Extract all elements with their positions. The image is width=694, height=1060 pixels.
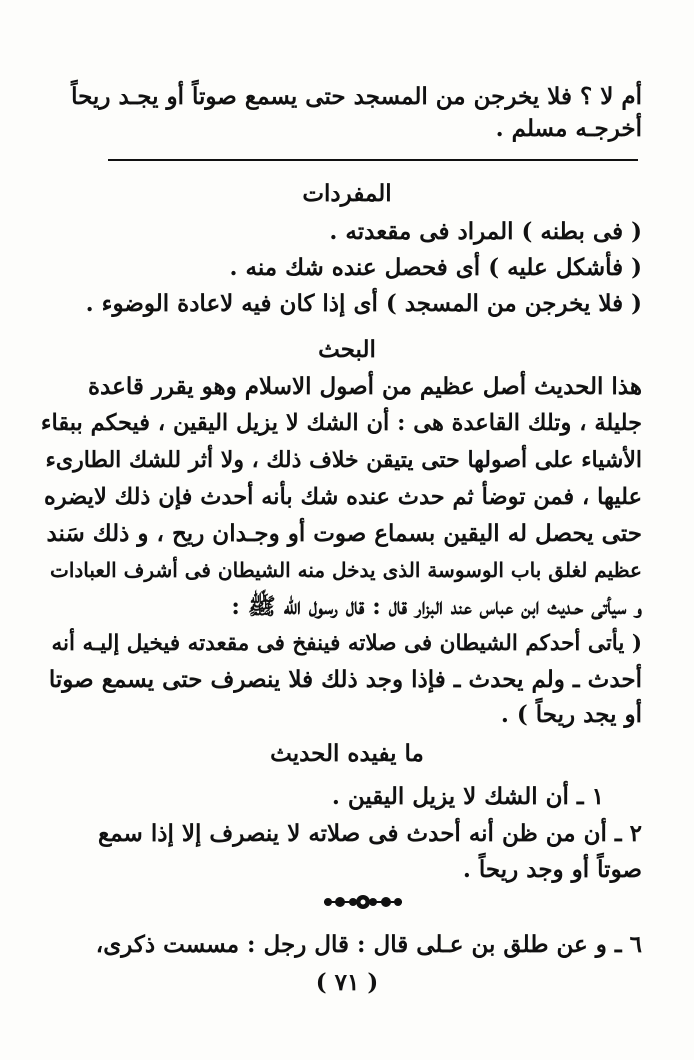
discussion-line: الأشياء على أصولها حتى يتيقن خلاف ذلك ، ولا أثر للشك الطارىء [45, 447, 642, 473]
discussion-line: عليها ، فمن توضأ ثم حدث عنده شك بأنه أحدث فإن ذلك لايضره [43, 484, 642, 510]
discussion-line: حتى يحصل له اليقين بسماع صوت أو وجـدان ريح ، و ذلك سَند [46, 520, 642, 547]
section-divider [108, 159, 638, 161]
discussion-line: جليلة ، وتلك القاعدة هى : أن الشك لا يزيل اليقين ، فيحكم ببقاء [40, 410, 642, 436]
vocab-item: ( فى بطنه ) المراد فى مقعدته . [329, 218, 642, 245]
discussion-line: هذا الحديث أصل عظيم من أصول الاسلام وهو يقرر قاعدة [87, 373, 642, 400]
benefit-item: ١ ـ أن الشك لا يزيل اليقين . [331, 783, 604, 810]
benefits-heading: ما يفيده الحديث [270, 740, 424, 767]
next-hadith-line: ٦ ـ و عن طلق بن عـلى قال : قال رجل : مسست ذكرى، [95, 931, 642, 958]
benefit-item: ٢ ـ أن من ظن أنه أحدث فى صلاته لا ينصرف إلا إذا سمع [98, 820, 642, 847]
discussion-heading: البحث [318, 336, 376, 363]
discussion-line: ( يأتى أحدكم الشيطان فى صلاته فينفخ فى مقعدته فيخيل إليـه أنه [51, 631, 642, 656]
vocab-heading: المفردات [302, 180, 392, 207]
discussion-line: عظيم لغلق باب الوسوسة الذى يدخل منه الشيطان فى أشرف العبادات [50, 558, 642, 582]
vocab-item: ( فأشكل عليه ) أى فحصل عنده شك منه . [229, 254, 642, 281]
benefit-item: صوتاً أو وجد ريحاً . [462, 856, 642, 883]
intro-line-1: أم لا ؟ فلا يخرجن من المسجد حتى يسمع صوتاً أو يجـد ريحاً [71, 83, 642, 110]
discussion-line: أو يجد ريحاً ) . [500, 701, 642, 728]
discussion-line: و سيأتى حـديث ابن عباس عند البزار قال : قال رسول الله ﷺ : [231, 593, 642, 620]
ornament-divider-icon [320, 892, 406, 912]
page-number: ( ٧١ ) [315, 969, 379, 996]
intro-line-2: أخرجـه مسلم . [495, 115, 642, 142]
discussion-line: أحدث ـ ولم يحدث ـ فإذا وجد ذلك فلا ينصرف حتى يسمع صوتا [48, 666, 642, 693]
vocab-item: ( فلا يخرجن من المسجد ) أى إذا كان فيه لاعادة الوضوء . [85, 290, 642, 317]
